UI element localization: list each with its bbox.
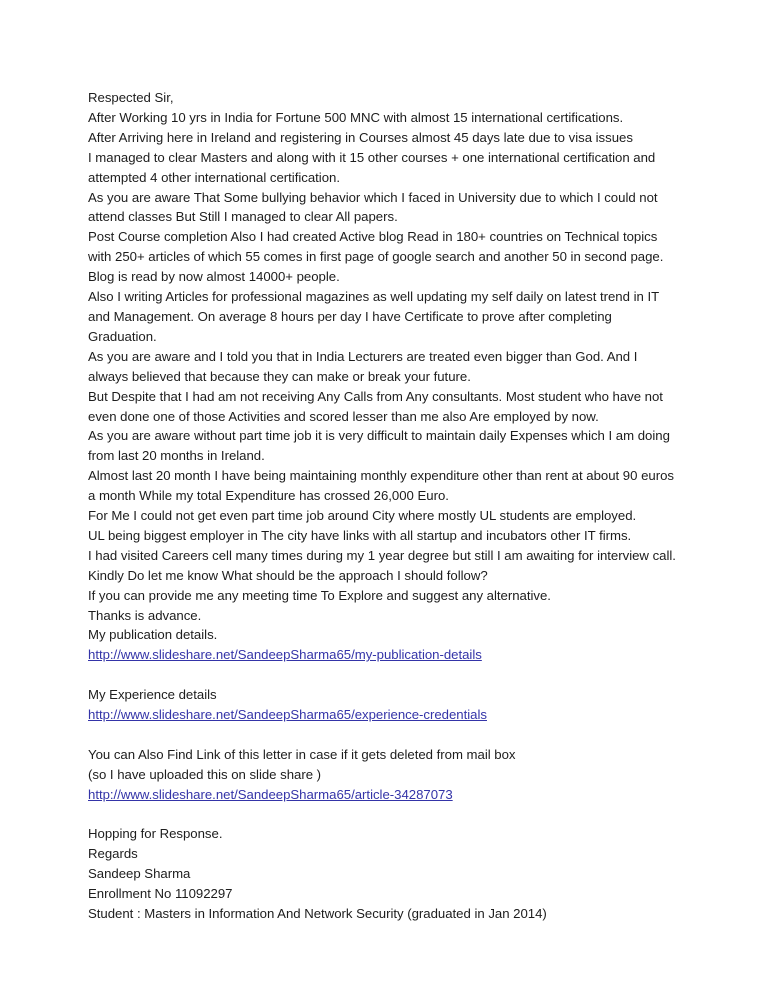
student-details: Student : Masters in Information And Network Security (graduated in Jan 2014) xyxy=(88,906,547,922)
publication-link[interactable]: http://www.slideshare.net/SandeepSharma65/my-publication-details xyxy=(88,647,482,663)
experience-link-row xyxy=(88,705,680,725)
article-note-line-1: You can Also Find Link of this letter in case if it gets deleted from mail box xyxy=(88,746,516,762)
paragraph: As you are aware without part time job it is very difficult to maintain daily Expenses which I am doing from last 20 months in Ireland. xyxy=(88,428,674,464)
paragraph: Almost last 20 month I have being maintaining monthly expenditure other than rent at about 90 euros a month While my total Expenditure has crossed 26,000 Euro. xyxy=(88,468,678,504)
paragraph: Also I writing Articles for professional magazines as well updating my self daily on latest trend in IT and Management. On average 8 hours per day I have Certificate to prove after completing Graduation. xyxy=(88,289,663,344)
paragraph: Post Course completion Also I had created Active blog Read in 180+ countries on Technical topics with 250+ articles of which 55 comes in first page of google search and another 50 in second page. Blog is read by now almost 14000+ people. xyxy=(88,229,668,285)
paragraph: But Despite that I had am not receiving Any Calls from Any consultants. Most student who have not even done one of those Activities and scored lesser than me also Are employed by now. xyxy=(88,388,667,424)
paragraph: Thanks is advance. xyxy=(88,607,202,623)
experience-label: My Experience details xyxy=(88,687,217,703)
paragraph: For Me I could not get even part time job around City where mostly UL students are employed. xyxy=(88,508,637,524)
paragraph: After Working 10 yrs in India for Fortune 500 MNC with almost 15 international certifications. xyxy=(88,109,624,125)
signature-name: Sandeep Sharma xyxy=(88,866,191,882)
closing-line: Hopping for Response. xyxy=(88,826,223,842)
publication-link-row xyxy=(88,645,680,665)
letter-body xyxy=(88,88,680,924)
paragraph: I had visited Careers cell many times during my 1 year degree but still I am awaiting for interview call. xyxy=(88,547,676,563)
article-link[interactable]: http://www.slideshare.net/SandeepSharma65/article-34287073 xyxy=(88,786,453,802)
closing-line: Regards xyxy=(88,846,138,862)
paragraph: Kindly Do let me know What should be the approach I should follow? xyxy=(88,567,488,583)
paragraph: If you can provide me any meeting time To Explore and suggest any alternative. xyxy=(88,587,551,603)
spacer xyxy=(88,805,680,825)
paragraph: I managed to clear Masters and along with it 15 other courses + one international certification and attempted 4 other international certification. xyxy=(88,149,659,185)
article-note-line-2: (so I have uploaded this on slide share ) xyxy=(88,766,322,782)
paragraph: After Arriving here in Ireland and registering in Courses almost 45 days late due to visa issues xyxy=(88,129,633,145)
paragraph: As you are aware That Some bullying behavior which I faced in University due to which I could not attend classes But Still I managed to clear All papers. xyxy=(88,189,662,225)
paragraph: As you are aware and I told you that in India Lecturers are treated even bigger than God. And I always believed that because they can make or break your future. xyxy=(88,348,642,384)
salutation: Respected Sir, xyxy=(88,90,174,105)
enrollment-number: Enrollment No 11092297 xyxy=(88,886,233,902)
article-link-row xyxy=(88,785,680,805)
spacer xyxy=(88,725,680,745)
experience-link[interactable]: http://www.slideshare.net/SandeepSharma65/experience-credentials xyxy=(88,707,487,723)
spacer xyxy=(88,665,680,685)
publication-label: My publication details. xyxy=(88,627,218,643)
paragraph: UL being biggest employer in The city have links with all startup and incubators other IT firms. xyxy=(88,527,632,543)
